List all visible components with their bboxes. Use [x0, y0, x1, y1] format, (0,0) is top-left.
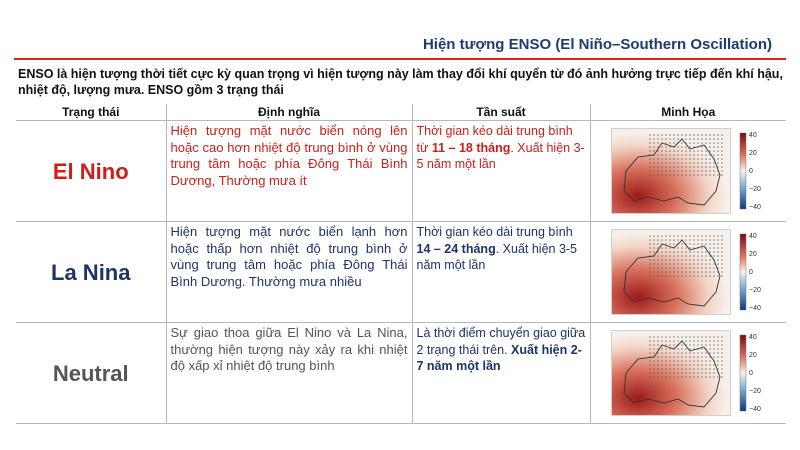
australia-anomaly-map-la-nina — [608, 226, 768, 318]
header-bar — [14, 30, 786, 60]
page-title: Hiện tượng ENSO (El Niño–Southern Oscillation) — [422, 36, 772, 53]
frequency-neutral — [412, 323, 590, 424]
definition-el-nino: Hiện tượng mặt nước biển nóng lên hoặc cao hơn nhiệt độ trung bình ở vùng trung tâm hoặc phía Đông Thái Bình Dương, Thường mưa ít — [166, 121, 412, 222]
enso-table — [16, 104, 786, 424]
intro-text: ENSO là hiện tượng thời tiết cực kỳ quan trọng vì hiện tượng này làm thay đổi khí quyển từ đó ảnh hưởng trực tiếp đến khí hậu, nhiệt độ, lượng mưa. ENSO gồm 3 trạng thái — [18, 67, 783, 97]
illustration-la-nina — [590, 222, 786, 323]
table-header-row — [16, 104, 786, 121]
australia-anomaly-map-el-nino — [608, 125, 768, 217]
frequency-text: Là thời điểm chuyển giao giữa 2 trạng thái trên. — [416, 326, 586, 357]
header-state: Trạng thái — [16, 104, 166, 121]
state-neutral: Neutral — [16, 323, 166, 424]
header-illustration: Minh Họa — [590, 104, 786, 121]
table-row — [16, 121, 786, 222]
frequency-text: . Xuất hiện 3-5 năm một lần — [416, 241, 578, 272]
frequency-duration: 14 – 24 tháng — [416, 241, 496, 256]
frequency-duration: 11 – 18 tháng — [431, 140, 511, 155]
australia-anomaly-map-neutral — [608, 327, 768, 419]
frequency-text: Thời gian kéo dài trung bình từ — [416, 124, 573, 155]
frequency-el-nino — [412, 121, 590, 222]
state-la-nina: La Nina — [16, 222, 166, 323]
header-frequency: Tần suất — [412, 104, 590, 121]
frequency-duration: Xuất hiện 2-7 năm một lần — [416, 342, 582, 373]
frequency-text: . Xuất hiện 3-5 năm một lần — [416, 140, 585, 171]
state-el-nino: El Nino — [16, 121, 166, 222]
illustration-el-nino — [590, 121, 786, 222]
illustration-neutral — [590, 323, 786, 424]
definition-neutral: Sự giao thoa giữa El Nino và La Nina, thường hiện tượng này xảy ra khi nhiệt độ xấp xỉ nhiệt độ trung bình — [166, 323, 412, 424]
header-definition: Định nghĩa — [166, 104, 412, 121]
definition-la-nina: Hiện tượng mặt nước biển lạnh hơn hoặc thấp hơn nhiệt độ trung bình ở vùng trung tâm hoặc phía Đông Thái Bình Dương. Thường mưa nhiều — [166, 222, 412, 323]
table-row — [16, 323, 786, 424]
frequency-text: Thời gian kéo dài trung bình — [416, 225, 573, 239]
table-row — [16, 222, 786, 323]
frequency-la-nina — [412, 222, 590, 323]
